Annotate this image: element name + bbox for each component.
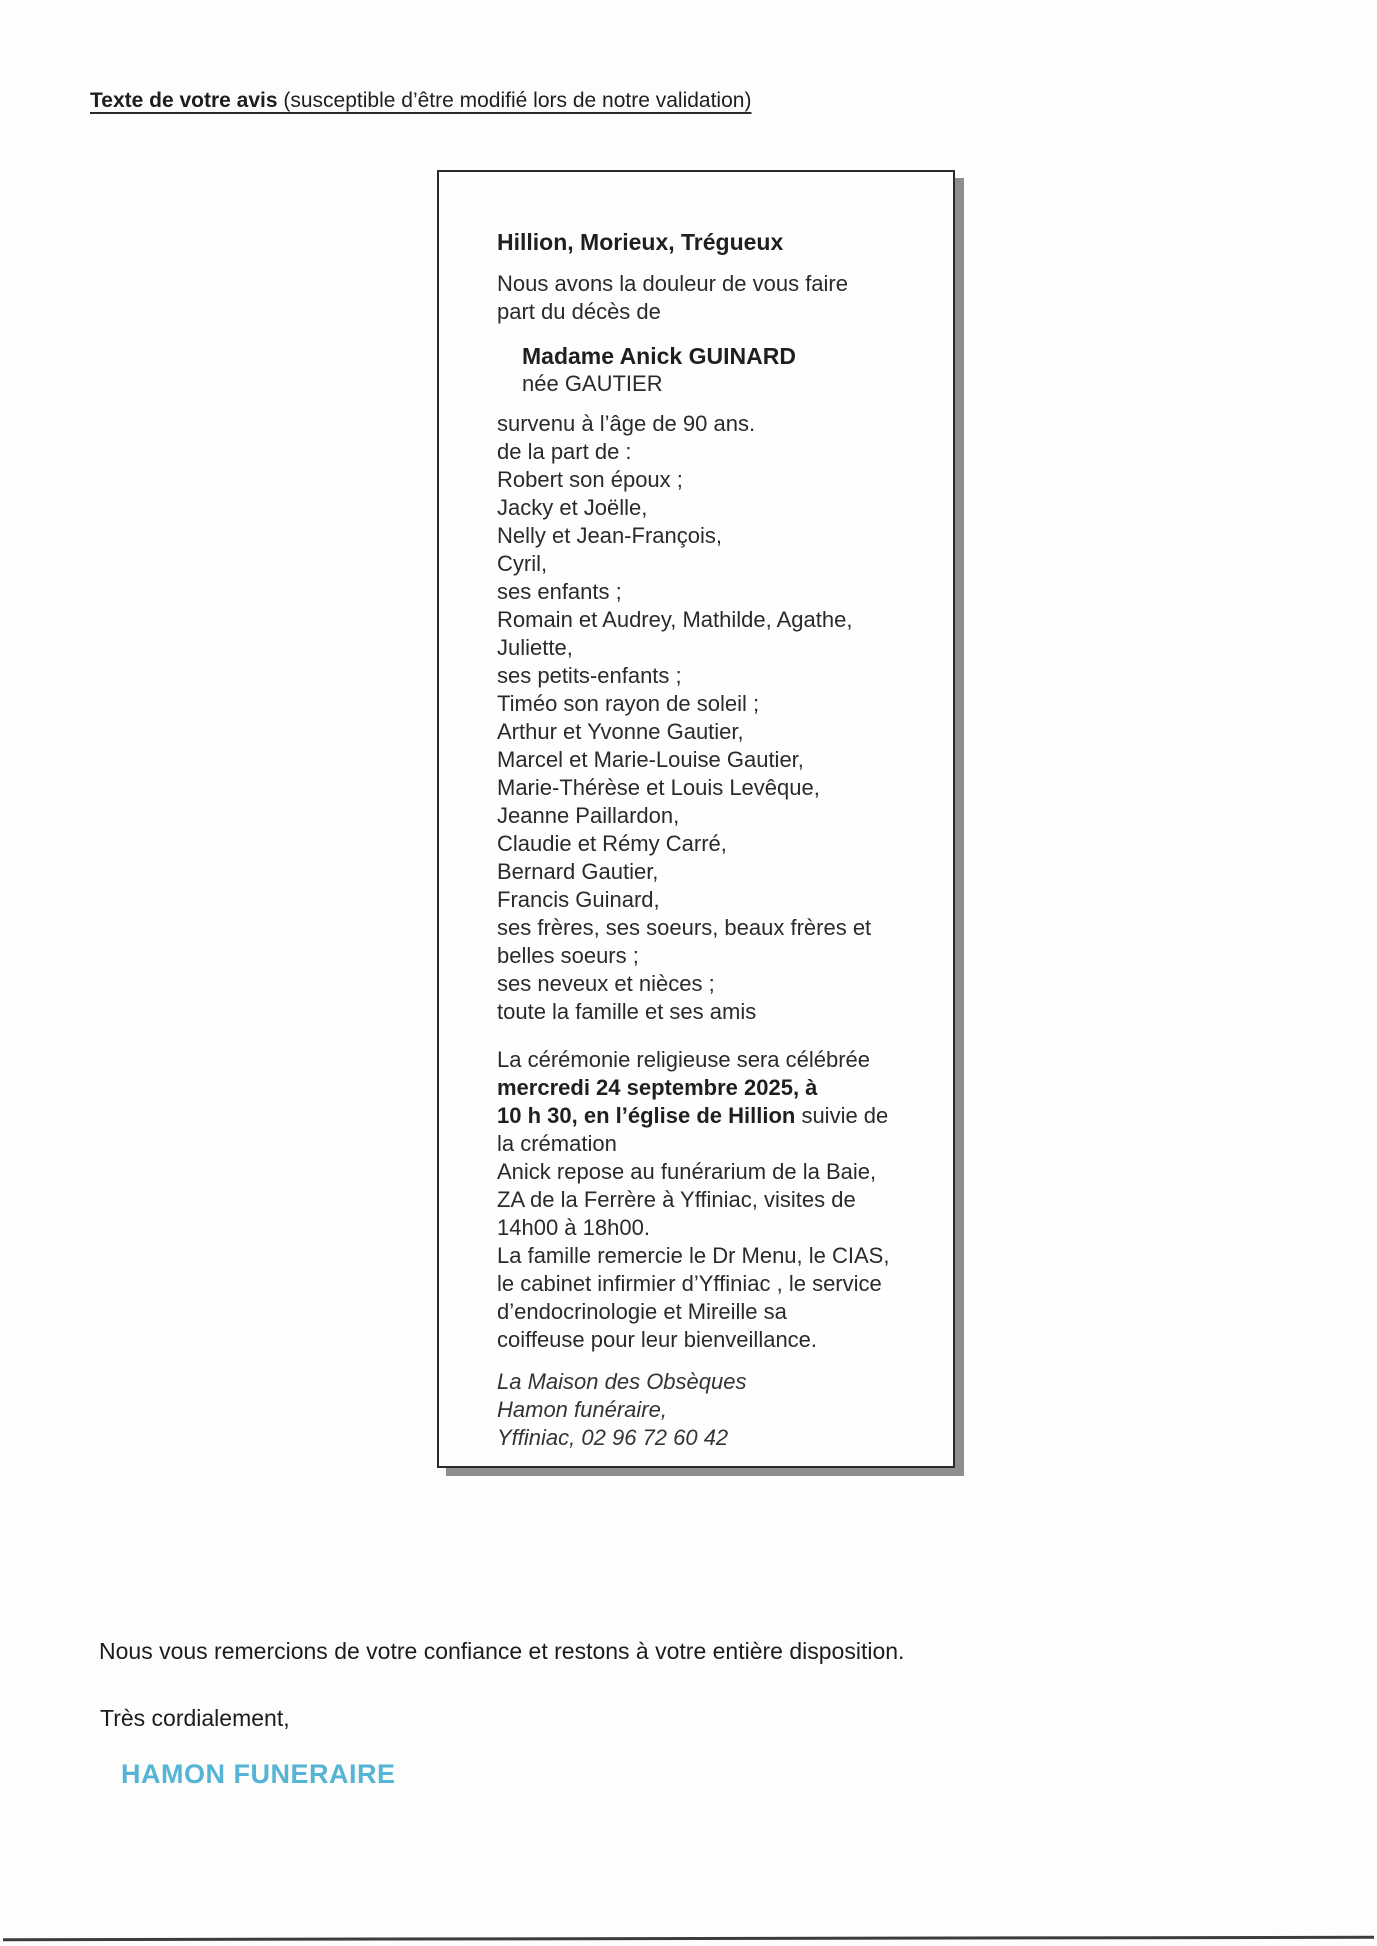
header-validation-note: (susceptible d’être modifié lors de notre validation) (277, 89, 752, 112)
deceased-maiden-name: née GAUTIER (522, 371, 663, 396)
family-list (497, 410, 923, 1026)
family-line: ses neveux et nièces ; (497, 971, 715, 996)
family-line: Cyril, (497, 551, 548, 576)
family-line: de la part de : (497, 439, 632, 464)
deceased-name: Madame Anick GUINARD (522, 343, 796, 369)
ceremony-line: coiffeuse pour leur bienveillance. (497, 1327, 818, 1352)
ceremony-time-rest: suivie de (795, 1103, 889, 1128)
ceremony-date-line: mercredi 24 septembre 2025, à (497, 1075, 818, 1100)
ceremony-line: la crémation (497, 1131, 617, 1156)
ceremony-line: ZA de la Ferrère à Yffiniac, visites de (497, 1187, 856, 1212)
page-bottom-scan-line (3, 1936, 1374, 1941)
ceremony-time-line (497, 1102, 923, 1130)
family-line: ses petits-enfants ; (497, 663, 682, 688)
family-line: Claudie et Rémy Carré, (497, 831, 727, 856)
avis-text-header (90, 88, 751, 114)
family-line: ses enfants ; (497, 579, 622, 604)
ceremony-details (497, 1046, 923, 1354)
family-line: Jeanne Paillardon, (497, 803, 680, 828)
ceremony-line: Anick repose au funérarium de la Baie, (497, 1159, 877, 1184)
family-line: Bernard Gautier, (497, 859, 659, 884)
notice-communes-title: Hillion, Morieux, Trégueux (497, 229, 784, 255)
family-line: Arthur et Yvonne Gautier, (497, 719, 744, 744)
thanks-message: Nous vous remercions de votre confiance et restons à votre entière disposition. (99, 1638, 905, 1664)
family-line: Romain et Audrey, Mathilde, Agathe, (497, 607, 853, 632)
family-line: Juliette, (497, 635, 573, 660)
ceremony-time-bold: 10 h 30, en l’église de Hillion (497, 1103, 796, 1128)
closing-salutation: Très cordialement, (100, 1705, 290, 1731)
notice-intro-line: part du décès de (497, 299, 661, 324)
company-name: HAMON FUNERAIRE (121, 1759, 396, 1789)
notice-intro (497, 270, 923, 326)
funeral-home-signature (497, 1368, 923, 1452)
family-line: Nelly et Jean-François, (497, 523, 722, 548)
family-line: belles soeurs ; (497, 943, 639, 968)
family-line: Jacky et Joëlle, (497, 495, 648, 520)
ceremony-intro-line: La cérémonie religieuse sera célébrée (497, 1047, 870, 1072)
notice-intro-line: Nous avons la douleur de vous faire (497, 271, 848, 296)
ceremony-line: d’endocrinologie et Mireille sa (497, 1299, 787, 1324)
funeral-home-signature-line: Hamon funéraire, (497, 1397, 667, 1422)
family-line: survenu à l’âge de 90 ans. (497, 411, 756, 436)
family-line: Timéo son rayon de soleil ; (497, 691, 760, 716)
family-line: Marie-Thérèse et Louis Levêque, (497, 775, 820, 800)
obituary-notice-box (437, 170, 955, 1468)
family-line: Robert son époux ; (497, 467, 683, 492)
family-line: Marcel et Marie-Louise Gautier, (497, 747, 804, 772)
funeral-home-signature-line: La Maison des Obsèques (497, 1369, 747, 1394)
family-line: Francis Guinard, (497, 887, 660, 912)
header-title-bold: Texte de votre avis (90, 89, 278, 112)
family-line: ses frères, ses soeurs, beaux frères et (497, 915, 872, 940)
ceremony-line: La famille remercie le Dr Menu, le CIAS, (497, 1243, 890, 1268)
family-line: toute la famille et ses amis (497, 999, 757, 1024)
deceased-name-block (497, 342, 923, 398)
funeral-home-signature-line: Yffiniac, 02 96 72 60 42 (497, 1425, 729, 1450)
ceremony-line: le cabinet infirmier d’Yffiniac , le service (497, 1271, 882, 1296)
ceremony-line: 14h00 à 18h00. (497, 1215, 650, 1240)
